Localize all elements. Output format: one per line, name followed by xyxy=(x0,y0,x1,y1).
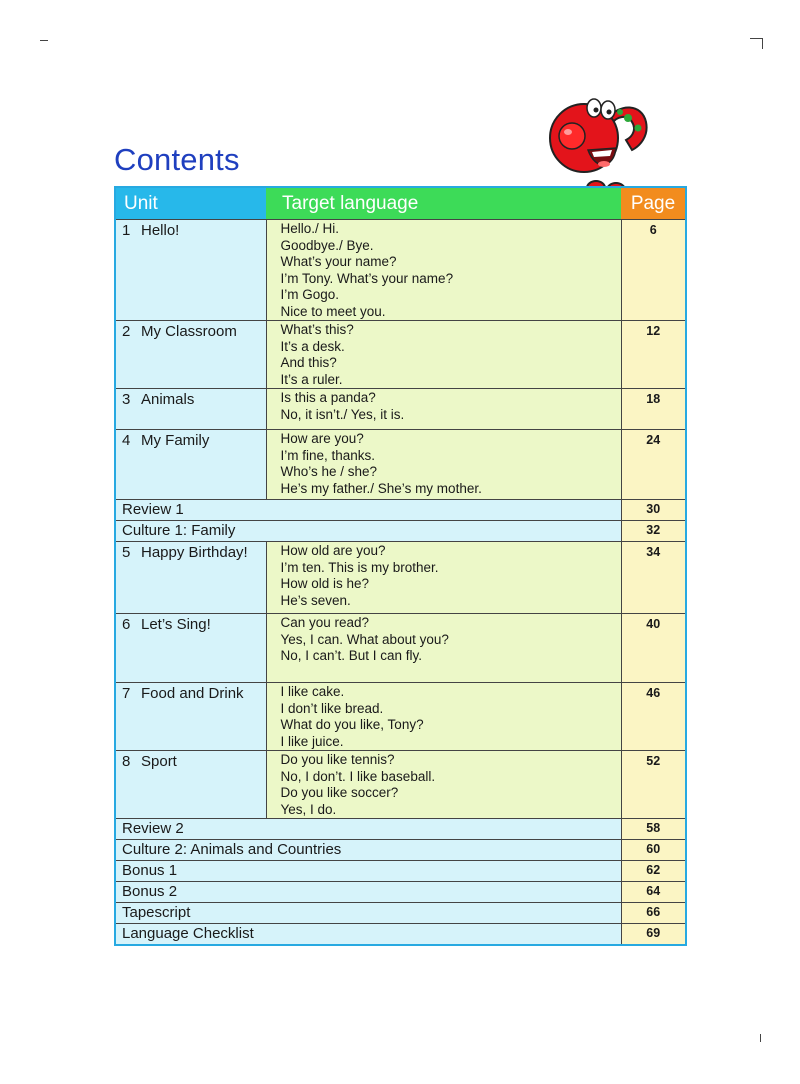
unit-name: Hello! xyxy=(141,222,180,239)
unit-cell xyxy=(115,220,266,321)
language-line: It’s a desk. xyxy=(280,338,345,354)
page-title: Contents xyxy=(114,142,240,177)
unit-number: 1 xyxy=(122,222,131,239)
language-line: No, I can’t. But I can fly. xyxy=(280,648,423,663)
unit-number: 3 xyxy=(122,391,131,408)
contents-table xyxy=(114,186,687,946)
language-line: I’m Tony. What’s your name? xyxy=(280,270,454,286)
crop-mark-top-right xyxy=(750,38,763,49)
target-language-header: Target language xyxy=(266,187,621,220)
table-row xyxy=(115,220,686,321)
section-name: Review 2 xyxy=(115,819,621,840)
unit-name: Let’s Sing! xyxy=(141,616,211,633)
language-line: Can you read? xyxy=(280,615,370,630)
language-line: Is this a panda? xyxy=(280,390,376,405)
table-row xyxy=(115,500,686,521)
page-number: 69 xyxy=(621,924,686,945)
page-number: 30 xyxy=(621,500,686,521)
table-row xyxy=(115,840,686,861)
section-name: Review 1 xyxy=(115,500,621,521)
page-number: 60 xyxy=(621,840,686,861)
language-line: Do you like soccer? xyxy=(280,785,399,800)
target-language-cell xyxy=(266,751,621,819)
table-row xyxy=(115,861,686,882)
table-row xyxy=(115,389,686,430)
crop-mark-bottom-right xyxy=(760,1034,761,1042)
unit-name: Happy Birthday! xyxy=(141,544,248,561)
header-row xyxy=(115,187,686,220)
language-line: How old are you? xyxy=(280,543,386,558)
language-line: What’s your name? xyxy=(280,254,397,269)
page-number: 66 xyxy=(621,903,686,924)
unit-name: Food and Drink xyxy=(141,685,244,702)
unit-cell xyxy=(115,751,266,819)
unit-cell xyxy=(115,321,266,389)
table-row xyxy=(115,683,686,751)
language-line: I don’t like bread. xyxy=(280,700,384,716)
section-name: Tapescript xyxy=(115,903,621,924)
page-number: 52 xyxy=(621,751,686,819)
page-number: 18 xyxy=(621,389,686,430)
unit-cell xyxy=(115,430,266,500)
section-name: Culture 2: Animals and Countries xyxy=(115,840,621,861)
target-language-cell xyxy=(266,683,621,751)
table-row xyxy=(115,430,686,500)
unit-name: My Classroom xyxy=(141,323,237,340)
section-name: Bonus 1 xyxy=(115,861,621,882)
unit-cell xyxy=(115,614,266,683)
language-line: He’s my father./ She’s my mother. xyxy=(280,480,482,496)
unit-cell xyxy=(115,389,266,430)
page-number: 46 xyxy=(621,683,686,751)
section-name: Language Checklist xyxy=(115,924,621,945)
unit-cell xyxy=(115,683,266,751)
language-line: Goodbye./ Bye. xyxy=(280,237,374,253)
table-row xyxy=(115,751,686,819)
page-number: 12 xyxy=(621,321,686,389)
section-name: Culture 1: Family xyxy=(115,521,621,542)
language-line: Do you like tennis? xyxy=(280,752,395,767)
page-number: 24 xyxy=(621,430,686,500)
language-line: I’m Gogo. xyxy=(280,287,340,302)
unit-number: 5 xyxy=(122,544,131,561)
unit-header: Unit xyxy=(115,187,266,220)
page-number: 58 xyxy=(621,819,686,840)
unit-number: 6 xyxy=(122,616,131,633)
page-header: Page xyxy=(621,187,686,220)
language-line: Yes, I can. What about you? xyxy=(280,631,449,647)
table-row xyxy=(115,542,686,614)
unit-number: 4 xyxy=(122,432,131,449)
table-row xyxy=(115,521,686,542)
contents-body xyxy=(115,220,686,945)
unit-name: My Family xyxy=(141,432,210,449)
table-row xyxy=(115,924,686,945)
language-line: What do you like, Tony? xyxy=(280,717,424,732)
language-line: What’s this? xyxy=(280,322,354,337)
unit-name: Animals xyxy=(141,391,195,408)
language-line: I’m fine, thanks. xyxy=(280,447,376,463)
target-language-cell xyxy=(266,321,621,389)
language-line: Hello./ Hi. xyxy=(280,221,340,236)
page-number: 40 xyxy=(621,614,686,683)
unit-number: 8 xyxy=(122,753,131,770)
language-line: And this? xyxy=(280,355,337,370)
table-row xyxy=(115,882,686,903)
page-number: 64 xyxy=(621,882,686,903)
target-language-cell xyxy=(266,542,621,614)
language-line: Nice to meet you. xyxy=(280,303,386,319)
language-line: Who’s he / she? xyxy=(280,464,378,479)
target-language-cell xyxy=(266,389,621,430)
unit-cell xyxy=(115,542,266,614)
target-language-cell xyxy=(266,614,621,683)
unit-name: Sport xyxy=(141,753,177,770)
language-line: Yes, I do. xyxy=(280,801,337,817)
table-row xyxy=(115,614,686,683)
page-number: 62 xyxy=(621,861,686,882)
language-line: I like juice. xyxy=(280,733,344,749)
language-line: I’m ten. This is my brother. xyxy=(280,559,439,575)
language-line: No, I don’t. I like baseball. xyxy=(280,768,436,784)
section-name: Bonus 2 xyxy=(115,882,621,903)
language-line: How are you? xyxy=(280,431,364,446)
target-language-cell xyxy=(266,430,621,500)
crop-mark-top-left xyxy=(40,40,48,41)
table-row xyxy=(115,321,686,389)
language-line: It’s a ruler. xyxy=(280,371,343,387)
language-line: No, it isn’t./ Yes, it is. xyxy=(280,406,405,422)
page-number: 32 xyxy=(621,521,686,542)
target-language-cell xyxy=(266,220,621,321)
unit-number: 7 xyxy=(122,685,131,702)
language-line: How old is he? xyxy=(280,576,370,591)
unit-number: 2 xyxy=(122,323,131,340)
page-number: 34 xyxy=(621,542,686,614)
language-line: I like cake. xyxy=(280,684,345,699)
table-row xyxy=(115,819,686,840)
table-row xyxy=(115,903,686,924)
language-line: He’s seven. xyxy=(280,592,351,608)
page-number: 6 xyxy=(621,220,686,321)
